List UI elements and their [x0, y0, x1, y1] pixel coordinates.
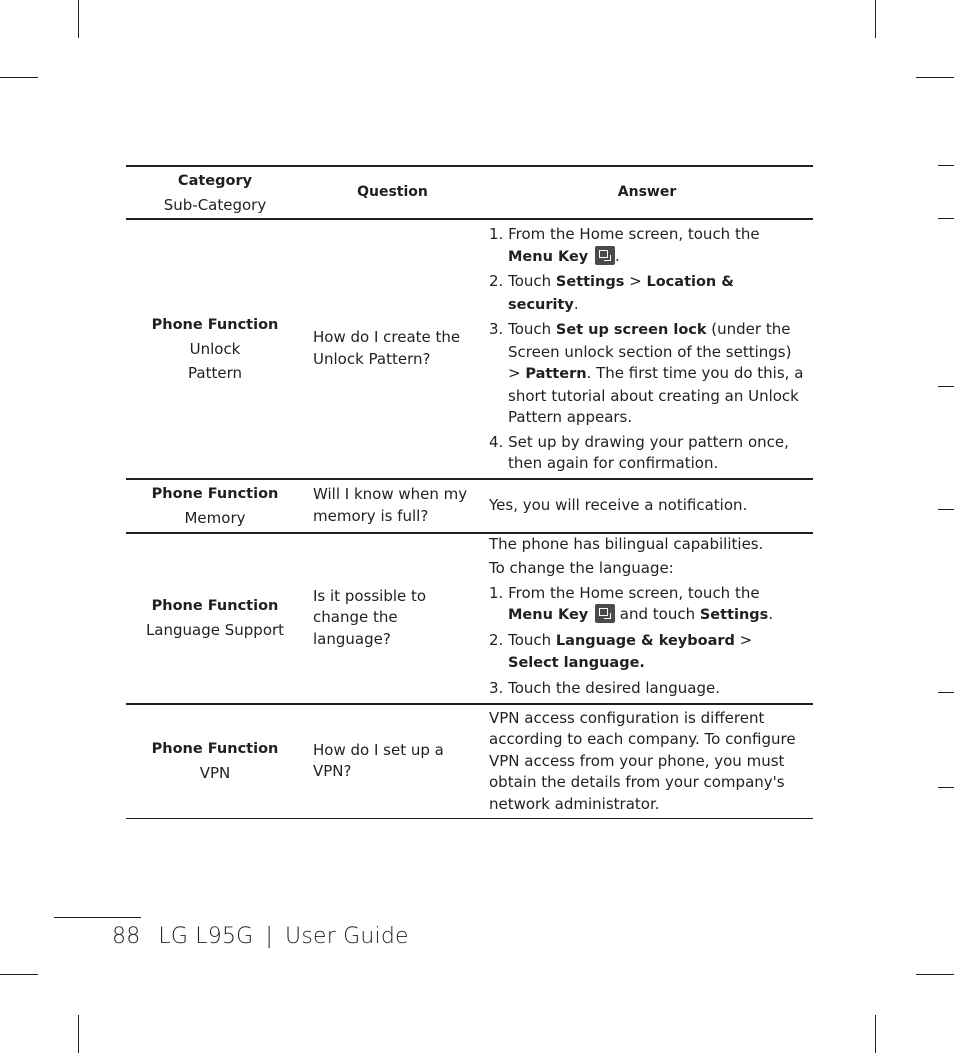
header-subcategory-label: Sub-Category — [163, 195, 267, 214]
crop-mark — [78, 0, 79, 38]
edge-tick — [938, 165, 954, 166]
menu-key-icon — [595, 246, 615, 265]
table-row — [126, 479, 813, 533]
answer-cell — [481, 533, 813, 704]
answer-cell: Yes, you will receive a notification. — [489, 495, 748, 514]
crop-mark — [916, 77, 954, 78]
table-row — [126, 704, 813, 819]
category-label: Phone Function — [151, 598, 279, 614]
category-label: Phone Function — [151, 316, 279, 333]
category-cell — [126, 219, 304, 479]
subcategory-label: Pattern — [188, 363, 242, 382]
answer-step: 1. From the Home screen, touch the Menu Key and touch Settings. — [489, 583, 774, 624]
edge-tick — [938, 386, 954, 387]
answer-intro: The phone has bilingual capabilities. — [489, 534, 764, 553]
answer-cell: VPN access configuration is different according to each company. To configure VPN access from your phone, you must obtain the details from your company's network administrator. — [489, 708, 796, 813]
category-cell — [126, 704, 304, 819]
page-number: 88 — [112, 924, 141, 949]
edge-tick — [938, 509, 954, 510]
question-cell: How do I set up a VPN? — [313, 740, 444, 781]
subcategory-label: Language Support — [145, 621, 285, 639]
edge-tick — [938, 787, 954, 788]
answer-step: 1. From the Home screen, touch the Menu Key . — [489, 225, 760, 265]
footer-model: LG L95G — [158, 924, 254, 949]
answer-steps — [489, 583, 805, 700]
table-row — [126, 219, 813, 479]
footer-guide: User Guide — [285, 924, 409, 949]
header-question: Question — [357, 183, 428, 200]
subcategory-label: Memory — [184, 508, 246, 527]
table-row — [126, 533, 813, 704]
question-cell: How do I create the Unlock Pattern? — [313, 328, 461, 368]
answer-steps — [489, 224, 805, 475]
subcategory-label: Unlock — [189, 339, 241, 358]
faq-table — [126, 165, 813, 819]
header-answer: Answer — [617, 183, 677, 200]
footer-separator: | — [265, 924, 274, 949]
table-header-row — [126, 166, 813, 219]
question-cell: Will I know when my memory is full? — [313, 485, 468, 525]
answer-cell — [481, 219, 813, 479]
question-cell: Is it possible to change the language? — [313, 586, 427, 648]
edge-tick — [938, 692, 954, 693]
category-cell — [126, 479, 304, 533]
answer-step: 2. Touch Language & keyboard > Select language. — [489, 630, 753, 672]
edge-tick — [938, 218, 954, 219]
crop-mark — [78, 1015, 79, 1053]
category-cell — [126, 533, 304, 704]
footer-rule — [54, 917, 141, 918]
crop-mark — [0, 974, 38, 975]
answer-step: 2. Touch Settings > Location & security. — [489, 272, 734, 313]
subcategory-label: VPN — [199, 764, 231, 783]
category-label: Phone Function — [151, 485, 279, 502]
crop-mark — [916, 974, 954, 975]
header-category — [126, 166, 304, 219]
answer-step: 3. Touch the desired language. — [489, 678, 720, 697]
crop-mark — [0, 77, 38, 78]
category-label: Phone Function — [151, 741, 279, 758]
page-footer — [112, 924, 409, 949]
answer-step: 3. Touch Set up screen lock (under the Screen unlock section of the settings) > Pattern. The first time you do this, a short tutorial about creating an Unlock Pattern appears. — [489, 320, 804, 426]
header-category-label: Category — [177, 172, 253, 189]
answer-intro: To change the language: — [489, 559, 674, 578]
answer-step: 4. Set up by drawing your pattern once, then again for confirmation. — [489, 432, 789, 472]
menu-key-icon — [595, 604, 615, 623]
crop-mark — [875, 0, 876, 38]
crop-mark — [875, 1015, 876, 1053]
